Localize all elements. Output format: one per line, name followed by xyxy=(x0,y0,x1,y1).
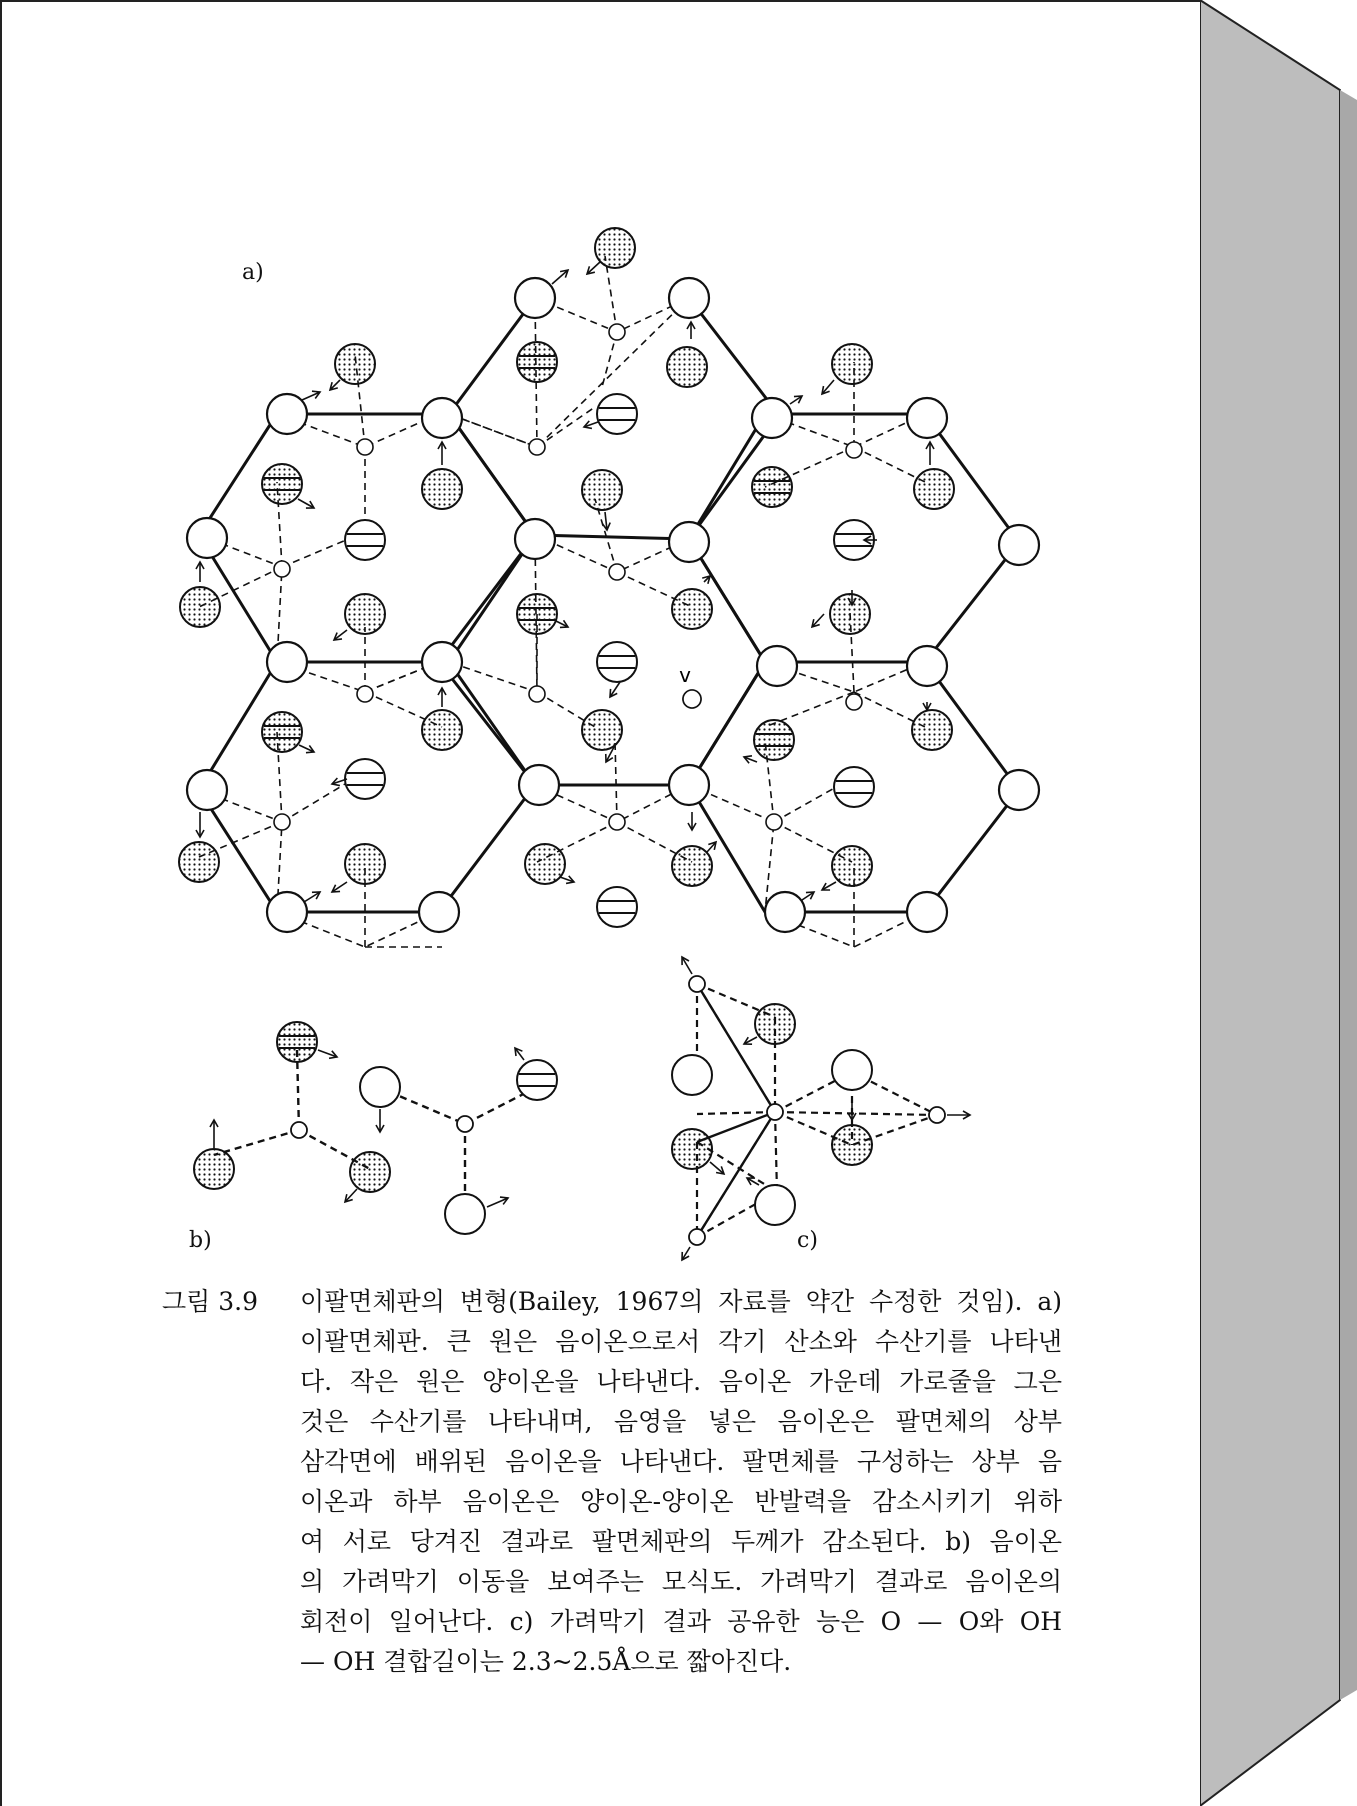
caption-line: 이온과 하부 음이온은 양이온-양이온 반발력을 감소시키기 위하 xyxy=(300,1487,1062,1516)
caption-line: 이팔면체판. 큰 원은 음이온으로서 각기 산소와 수산기를 나타낸 xyxy=(300,1327,1062,1356)
caption-line: 여 서로 당겨진 결과로 팔면체판의 두께가 감소된다. b) 음이온 xyxy=(300,1527,1062,1556)
panel-b-diagram xyxy=(194,1022,557,1234)
caption-line: 다. 작은 원은 양이온을 나타낸다. 음이온 가운데 가로줄을 그은 xyxy=(300,1367,1062,1396)
caption-line: 의 가려막기 이동을 보여주는 모식도. 가려막기 결과로 음이온의 xyxy=(300,1567,1062,1596)
caption-line: — OH 결합길이는 2.3~2.5Å으로 짧아진다. xyxy=(300,1647,792,1676)
panel-b-label: b) xyxy=(189,1228,212,1253)
caption-line: 것은 수산기를 나타내며, 음영을 넣은 음이온은 팔면체의 상부 xyxy=(300,1407,1062,1436)
book-side-edge xyxy=(1200,0,1357,1806)
caption-line: 회전이 일어난다. c) 가려막기 결과 공유한 능은 O — O와 OH xyxy=(300,1607,1062,1636)
dashed-bond-network xyxy=(199,256,925,947)
open-anion-circles xyxy=(187,278,1039,932)
panel-c-label: c) xyxy=(797,1228,818,1253)
displacement-arrows xyxy=(200,262,930,902)
panel-c-diagram xyxy=(672,957,970,1260)
caption-text xyxy=(300,1282,1062,1682)
panel-a-label: a) xyxy=(242,260,264,285)
figure-3-9 xyxy=(2,2,1202,1272)
caption-number: 그림 3.9 xyxy=(162,1287,259,1316)
vacancy-label-v: v xyxy=(679,663,691,687)
caption-line: 삼각면에 배위된 음이온을 나타낸다. 팔면체를 구성하는 상부 음 xyxy=(300,1447,1062,1476)
caption-line: 이팔면체판의 변형(Bailey, 1967의 자료를 약간 수정한 것임). a) xyxy=(300,1287,1062,1316)
figure-caption xyxy=(162,1282,1062,1682)
panel-a-diagram xyxy=(179,228,1039,947)
